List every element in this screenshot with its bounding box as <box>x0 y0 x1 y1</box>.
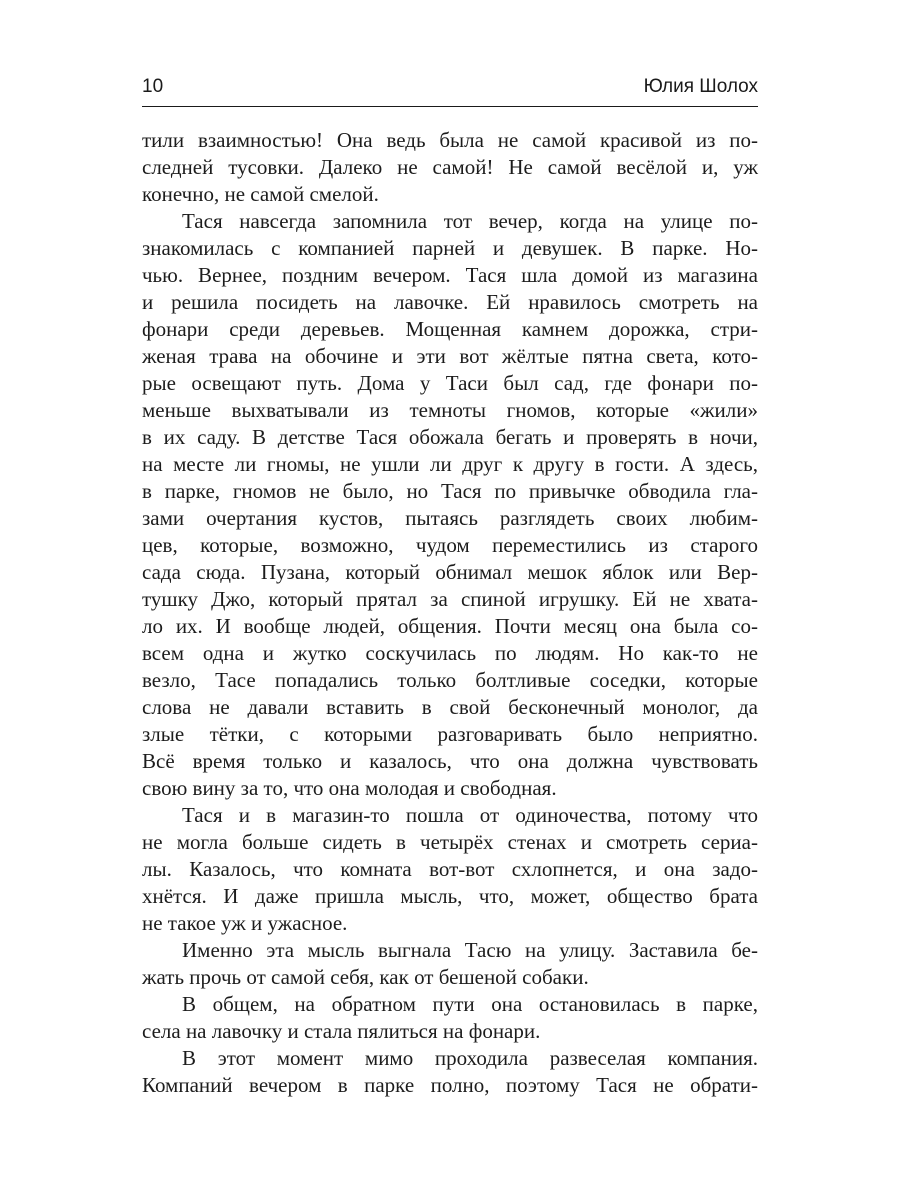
text-line: чью. Вернее, поздним вечером. Тася шла домой из магазина <box>142 263 758 287</box>
text-line: не такое уж и ужасное. <box>142 911 348 935</box>
text-line: лы. Казалось, что комната вот-вот схлопнется, и она задо- <box>142 857 758 881</box>
text-line: слова не давали вставить в свой бесконечный монолог, да <box>142 695 758 719</box>
text-line: меньше выхватывали из темноты гномов, которые «жили» <box>142 398 758 422</box>
text-line: села на лавочку и стала пялиться на фонари. <box>142 1019 541 1043</box>
running-head-author: Юлия Шолох <box>643 76 758 97</box>
text-line: фонари среди деревьев. Мощенная камнем дорожка, стри- <box>142 317 758 341</box>
text-line: везло, Тасе попадались только болтливые соседки, которые <box>142 668 758 692</box>
text-line: свою вину за то, что она молодая и свободная. <box>142 776 557 800</box>
text-line: тили взаимностью! Она ведь была не самой красивой из по- <box>142 128 758 152</box>
page-header <box>142 76 758 104</box>
text-line: зами очертания кустов, пытаясь разглядеть своих любим- <box>142 506 758 530</box>
text-line: В общем, на обратном пути она остановилась в парке, <box>182 992 758 1016</box>
body-text <box>142 127 758 1099</box>
header-rule <box>142 106 758 107</box>
text-line: на месте ли гномы, не ушли ли друг к другу в гости. А здесь, <box>142 452 758 476</box>
text-line: Тася навсегда запомнила тот вечер, когда на улице по- <box>182 209 758 233</box>
text-line: В этот момент мимо проходила развеселая компания. <box>182 1046 758 1070</box>
text-line: тушку Джо, который прятал за спиной игрушку. Ей не хвата- <box>142 587 758 611</box>
text-line: Тася и в магазин-то пошла от одиночества, потому что <box>182 803 758 827</box>
text-line: знакомилась с компанией парней и девушек. В парке. Но- <box>142 236 758 260</box>
text-line: Всё время только и казалось, что она должна чувствовать <box>142 749 758 773</box>
text-line: ло их. И вообще людей, общения. Почти месяц она была со- <box>142 614 758 638</box>
page-number: 10 <box>142 76 164 97</box>
text-line: цев, которые, возможно, чудом переместились из старого <box>142 533 758 557</box>
text-line: в парке, гномов не было, но Тася по привычке обводила гла- <box>142 479 758 503</box>
text-line: не могла больше сидеть в четырёх стенах и смотреть сериа- <box>142 830 758 854</box>
text-line: в их саду. В детстве Тася обожала бегать и проверять в ночи, <box>142 425 758 449</box>
text-line: злые тётки, с которыми разговаривать было неприятно. <box>142 722 758 746</box>
text-line: хнётся. И даже пришла мысль, что, может, общество брата <box>142 884 758 908</box>
text-line: и решила посидеть на лавочке. Ей нравилось смотреть на <box>142 290 758 314</box>
text-line: всем одна и жутко соскучилась по людям. Но как-то не <box>142 641 758 665</box>
text-line: жать прочь от самой себя, как от бешеной собаки. <box>142 965 589 989</box>
text-line: рые освещают путь. Дома у Таси был сад, где фонари по- <box>142 371 758 395</box>
text-line: конечно, не самой смелой. <box>142 182 379 206</box>
text-line: следней тусовки. Далеко не самой! Не самой весёлой и, уж <box>142 155 758 179</box>
text-line: женая трава на обочине и эти вот жёлтые пятна света, кото- <box>142 344 758 368</box>
text-line: Компаний вечером в парке полно, поэтому Тася не обрати- <box>142 1073 758 1097</box>
text-line: сада сюда. Пузана, который обнимал мешок яблок или Вер- <box>142 560 758 584</box>
text-line: Именно эта мысль выгнала Тасю на улицу. Заставила бе- <box>182 938 758 962</box>
